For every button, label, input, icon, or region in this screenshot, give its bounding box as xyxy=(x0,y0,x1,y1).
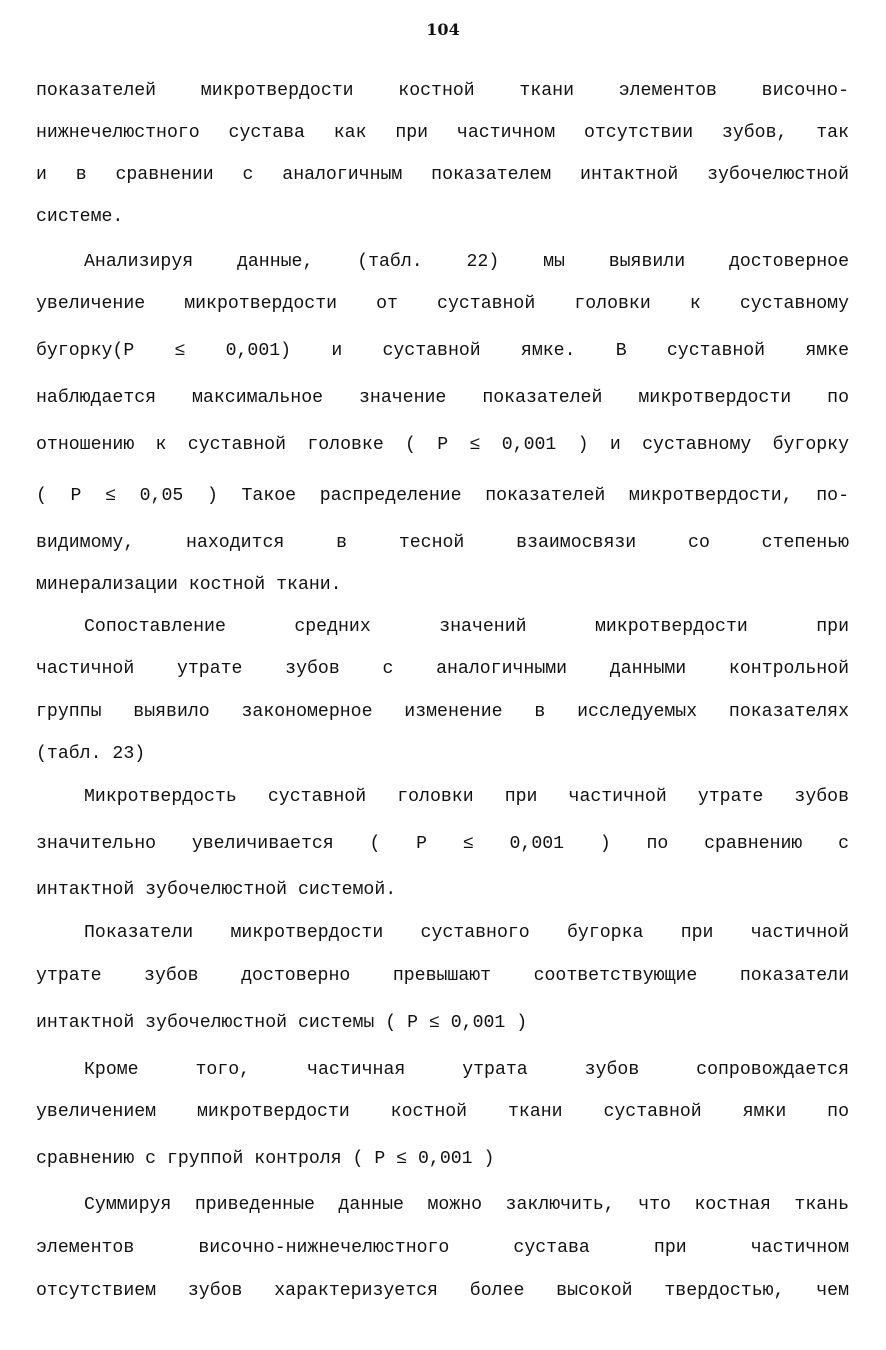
text-line: элементов височно-нижнечелюстного сустава при частичном xyxy=(36,1238,849,1258)
text-line: Микротвердость суставной головки при частичной утрате зубов xyxy=(84,787,849,807)
text-line: бугорку(Р ≤ 0,001) и суставной ямке. В суставной ямке xyxy=(36,341,849,361)
text-line: интактной зубочелюстной системой. xyxy=(36,880,397,900)
text-line: значительно увеличивается ( Р ≤ 0,001 ) по сравнению с xyxy=(36,834,849,854)
text-line: группы выявило закономерное изменение в исследуемых показателях xyxy=(36,702,849,722)
text-line: увеличение микротвердости от суставной головки к суставному xyxy=(36,294,849,314)
text-line: Сопоставление средних значений микротвердости при xyxy=(84,617,849,637)
text-line: Показатели микротвердости суставного бугорка при частичной xyxy=(84,923,849,943)
text-line: частичной утрате зубов с аналогичными данными контрольной xyxy=(36,659,849,679)
text-line: минерализации костной ткани. xyxy=(36,575,342,595)
text-line: отношению к суставной головке ( Р ≤ 0,001 ) и суставному бугорку xyxy=(36,435,849,455)
text-line: (табл. 23) xyxy=(36,744,146,764)
text-line: сравнению с группой контроля ( Р ≤ 0,001 ) xyxy=(36,1149,495,1169)
text-line: отсутствием зубов характеризуется более высокой твердостью, чем xyxy=(36,1281,849,1301)
text-line: видимому, находится в тесной взаимосвязи со степенью xyxy=(36,533,849,553)
text-line: Анализируя данные, (табл. 22) мы выявили достоверное xyxy=(84,252,849,272)
text-line: интактной зубочелюстной системы ( Р ≤ 0,001 ) xyxy=(36,1013,528,1033)
text-line: и в сравнении с аналогичным показателем интактной зубочелюстной xyxy=(36,165,849,185)
text-line: утрате зубов достоверно превышают соответствующие показатели xyxy=(36,966,849,986)
text-line: нижнечелюстного сустава как при частичном отсутствии зубов, так xyxy=(36,123,849,143)
text-line: наблюдается максимальное значение показателей микротвердости по xyxy=(36,388,849,408)
text-line: Кроме того, частичная утрата зубов сопровождается xyxy=(84,1060,849,1080)
text-line: показателей микротвердости костной ткани элементов височно- xyxy=(36,81,849,101)
text-line: увеличением микротвердости костной ткани суставной ямки по xyxy=(36,1102,849,1122)
page-number: 104 xyxy=(426,20,460,39)
text-line: Суммируя приведенные данные можно заключить, что костная ткань xyxy=(84,1195,849,1215)
text-line: ( Р ≤ 0,05 ) Такое распределение показателей микротвердости, по- xyxy=(36,486,849,506)
text-line: системе. xyxy=(36,207,124,227)
